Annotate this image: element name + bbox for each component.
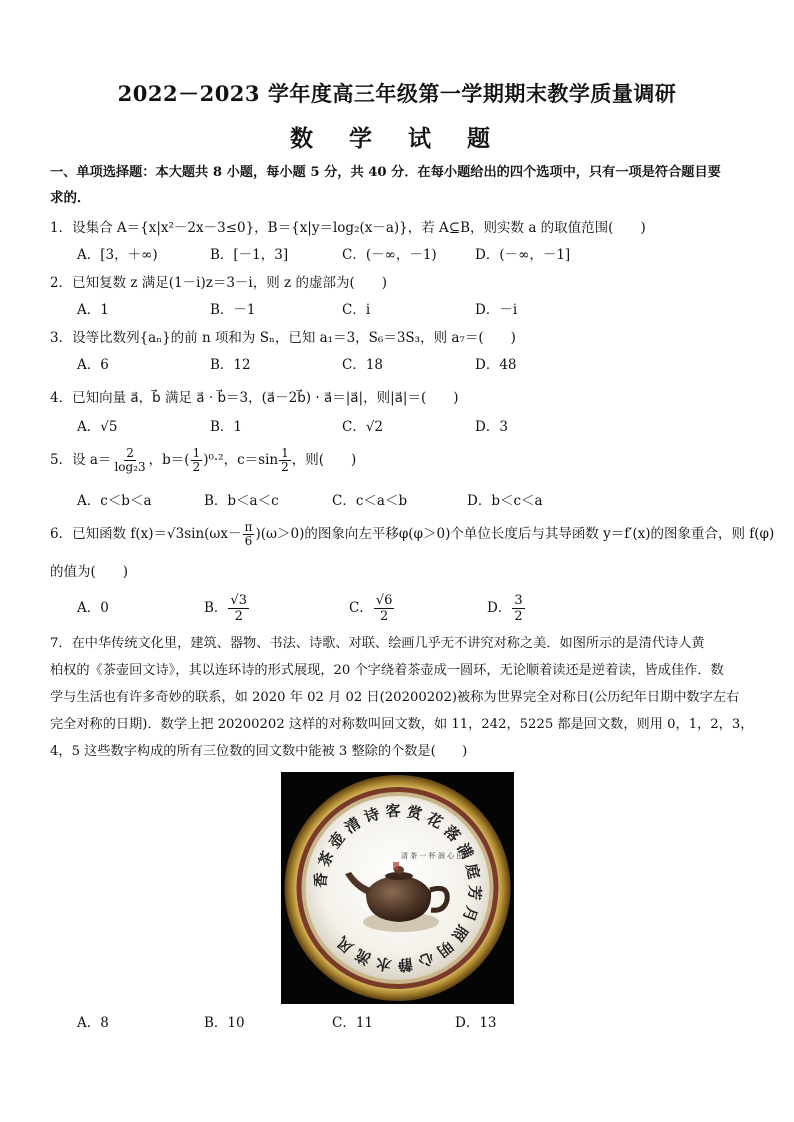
q5-fraction-c	[279, 447, 291, 474]
ring-calligraphy: 香 茶 壶 清 诗 客 赏 花 落 满 庭 芳 月 照 明 心 静 水 流 风	[311, 801, 484, 975]
q5-b-text: ，b＝(	[148, 452, 190, 468]
q3-option-c: C．18	[342, 357, 384, 373]
q7-line-5: 4，5 这些数字构成的所有三位数的回文数中能被 3 整除的个数是( )	[50, 744, 468, 759]
q7-option-d: D．13	[455, 1015, 497, 1031]
q3-option-a: A．6	[77, 357, 109, 373]
q1-option-d: D．(－∞，－1]	[475, 247, 571, 263]
q6-option-b-denominator: 2	[234, 609, 243, 624]
q5-fraction-b	[191, 447, 203, 474]
teapot-plate-illustration	[281, 772, 514, 1004]
q6-option-b-fraction	[228, 593, 249, 624]
q5-option-d: D．b＜c＜a	[467, 493, 543, 509]
seal-stamp	[393, 862, 399, 870]
q3-option-d: D．48	[475, 357, 517, 373]
q3-stem: 3．设等比数列{aₙ}的前 n 项和为 Sₙ，已知 a₁＝3，S₆＝3S₃，则 a₇＝( )	[50, 330, 516, 346]
q4-option-c: C．√2	[342, 419, 384, 435]
exam-subtitle: 数 学 试 题	[289, 125, 505, 152]
q2-option-a: A．1	[77, 302, 109, 318]
q6-stem-line1	[50, 520, 774, 548]
q4-option-b: B．1	[210, 419, 243, 435]
teapot-poem-image	[281, 772, 514, 1004]
q6-option-c-fraction	[374, 593, 395, 624]
q6-stem-part2: )(ω＞0)的图象向左平移φ(φ＞0)个单位长度后与其导函数 y＝f′(x)的图象重合，则 f(φ)	[255, 526, 775, 542]
section-heading-line1: 一、单项选择题：本大题共 8 小题，每小题 5 分，共 40 分．在每小题给出的四个选项中，只有一项是符合题目要	[50, 165, 721, 180]
q5-stem-suffix: ，则( )	[291, 452, 357, 468]
q4-option-a: A．√5	[77, 419, 118, 435]
q5-option-a: A．c＜b＜a	[77, 493, 152, 509]
q6-option-d-numerator: 3	[514, 593, 523, 608]
q7-line-1: 7．在中华传统文化里，建筑、器物、书法、诗歌、对联、绘画几乎无不讲究对称之美．如图所示的是清代诗人黄	[50, 636, 705, 651]
poem-inscription: 清 茶 一 杯 润 心 田	[401, 852, 464, 860]
section-heading-line2: 求的．	[50, 190, 91, 206]
q2-option-b: B．－1	[210, 302, 256, 318]
q5-a-numerator: 2	[126, 446, 134, 460]
q5-option-b: B．b＜a＜c	[204, 493, 279, 509]
q7-option-a: A．8	[77, 1015, 109, 1031]
q6-option-d-fraction	[512, 593, 524, 624]
q1-option-b: B．[－1，3]	[210, 247, 289, 263]
q6-option-c-numerator: √6	[375, 593, 393, 608]
q7-option-c: C．11	[332, 1015, 374, 1031]
q5-b-numerator: 1	[192, 446, 201, 460]
q5-c-numerator: 1	[281, 446, 289, 460]
q6-option-d-denominator: 2	[514, 609, 523, 624]
q6-stem-part1: 6．已知函数 f(x)＝√3sin(ωx－	[50, 526, 242, 542]
q7-line-3: 学与生活也有许多奇妙的联系，如 2020 年 02 月 02 日(20200202)被称为世界完全对称日(公历纪年日期中数字左右	[50, 690, 740, 705]
q6-stem-line2: 的值为( )	[50, 564, 129, 580]
q6-option-a: A．0	[77, 600, 109, 616]
q7-line-2: 柏权的《茶壶回文诗》，其以连环诗的形式展现，20 个字绕着茶壶成一圆环，无论顺着读还是逆着读，皆成佳作．数	[50, 663, 724, 678]
q5-stem	[50, 446, 356, 474]
q7-line-4: 完全对称的日期)．数学上把 20200202 这样的对称数叫回文数，如 11，242，5225 都是回文数，则用 0，1，2，3，	[50, 717, 754, 732]
q6-option-d	[487, 588, 526, 628]
q6-pi-denominator: 6	[244, 534, 253, 548]
q5-stem-prefix: 5．设 a＝	[50, 452, 112, 468]
q1-option-a: A．[3，＋∞)	[77, 247, 158, 263]
q3-option-b: B．12	[210, 357, 251, 373]
q6-option-c-label: C．	[349, 600, 373, 616]
q6-option-d-label: D．	[487, 600, 512, 616]
exam-title: 2022－2023 学年度高三年级第一学期期末教学质量调研	[117, 81, 677, 106]
q6-option-b-label: B．	[204, 600, 228, 616]
q5-a-denominator: log₂3	[114, 460, 146, 474]
q5-b-exp: )⁰·²，c＝sin	[203, 452, 279, 468]
q5-option-c: C．c＜a＜b	[332, 493, 408, 509]
q1-stem: 1．设集合 A＝{x|x²－2x－3≤0}，B＝{x|y＝log₂(x－a)}，若 A⊆B，则实数 a 的取值范围( )	[50, 220, 646, 236]
q1-option-c: C．(－∞，－1)	[342, 247, 437, 263]
q6-option-c	[349, 588, 395, 628]
q6-option-b-numerator: √3	[230, 593, 247, 608]
q2-option-d: D．－i	[475, 302, 518, 318]
q5-fraction-a	[112, 447, 147, 474]
q2-option-c: C．i	[342, 302, 371, 318]
q6-option-b	[204, 588, 250, 628]
q5-b-denominator: 2	[192, 460, 201, 474]
q7-option-b: B．10	[204, 1015, 245, 1031]
q6-pi-numerator: π	[244, 520, 253, 534]
q2-stem: 2．已知复数 z 满足(1－i)z＝3－i，则 z 的虚部为( )	[50, 275, 387, 291]
q4-option-d: D．3	[475, 419, 508, 435]
q6-option-c-denominator: 2	[379, 609, 389, 624]
q5-c-denominator: 2	[281, 460, 289, 474]
q6-pi-fraction	[243, 521, 255, 548]
q4-stem: 4．已知向量 a⃗，b⃗ 满足 a⃗ · b⃗＝3，(a⃗－2b⃗) · a⃗＝|a⃗|，则|a⃗|＝( )	[50, 390, 459, 406]
